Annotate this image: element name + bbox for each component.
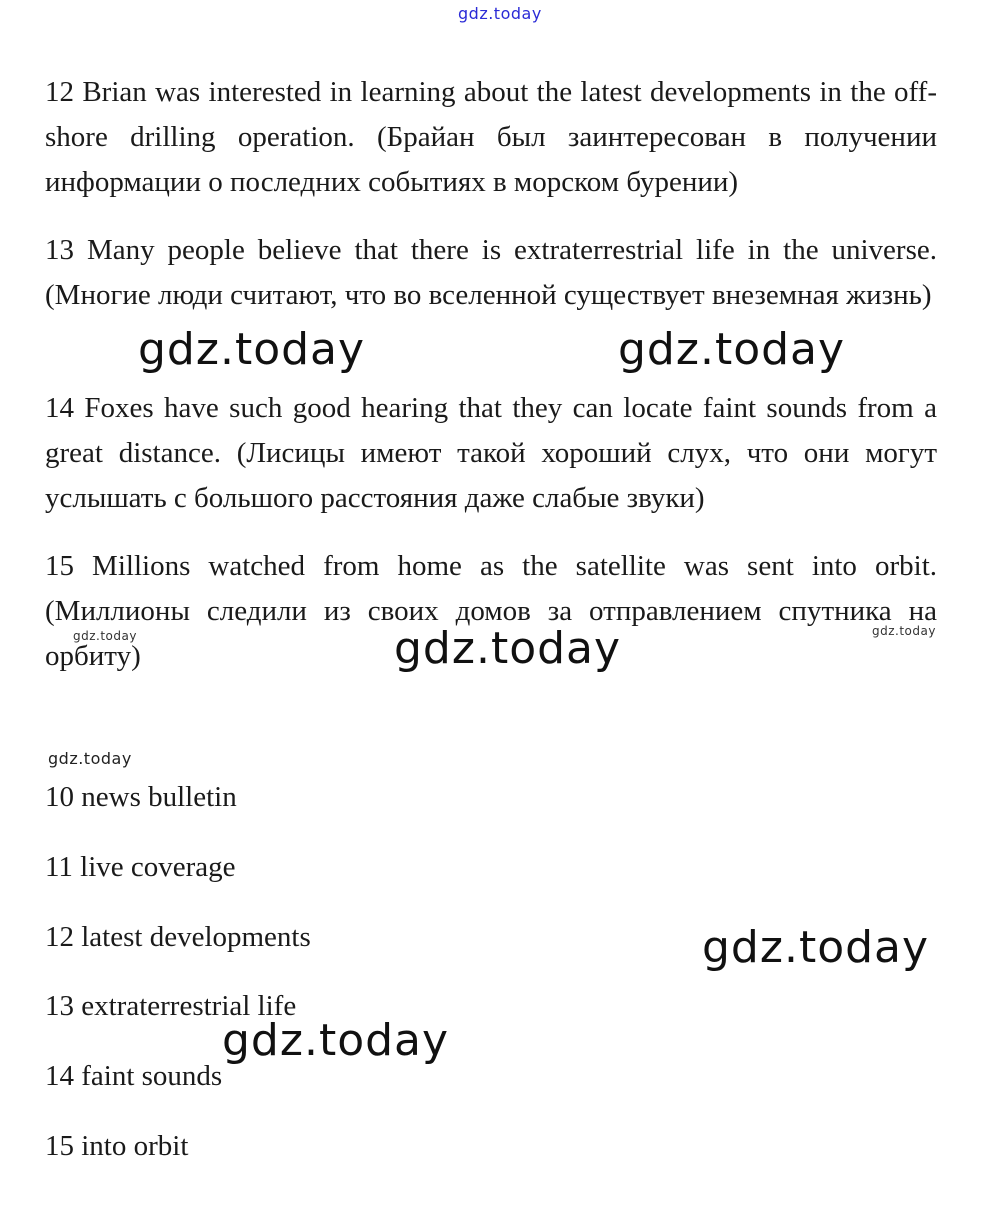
sentence-14: 14 Foxes have such good hearing that they can locate faint sounds from a great distance. (Лисицы имеют такой хороший слух, что они могут услышать с большого расстояния даже слабые звуки) bbox=[45, 392, 937, 514]
sentence-12: 12 Brian was interested in learning about the latest developments in the off-shore drilling operation. (Брайан был заинтересован в получении информации о последних событиях в морском бурении) bbox=[45, 76, 937, 198]
sentence-13: 13 Many people believe that there is extraterrestrial life in the universe. (Многие люди считают, что во вселенной существует внеземная жизнь) bbox=[45, 234, 937, 311]
watermark: gdz.today bbox=[222, 1015, 450, 1066]
answer-13: 13 extraterrestrial life bbox=[45, 990, 297, 1022]
answer-14: 14 faint sounds bbox=[45, 1060, 223, 1092]
watermark-small: gdz.today bbox=[48, 749, 132, 768]
watermark: gdz.today bbox=[138, 324, 366, 375]
answer-12: 12 latest developments bbox=[45, 921, 311, 953]
sentence-15: 15 Millions watched from home as the satellite was sent into orbit. (Миллионы следили из своих домов за отправлением спутника на орбиту) bbox=[45, 550, 937, 672]
watermark-top: gdz.today bbox=[458, 4, 542, 23]
watermark: gdz.today bbox=[618, 324, 846, 375]
watermark: gdz.today bbox=[394, 623, 622, 674]
watermark-small: gdz.today bbox=[73, 629, 137, 643]
watermark-small: gdz.today bbox=[872, 624, 936, 638]
watermark: gdz.today bbox=[702, 922, 930, 973]
answer-11: 11 live coverage bbox=[45, 851, 236, 883]
answer-15: 15 into orbit bbox=[45, 1130, 189, 1162]
answer-10: 10 news bulletin bbox=[45, 781, 237, 813]
